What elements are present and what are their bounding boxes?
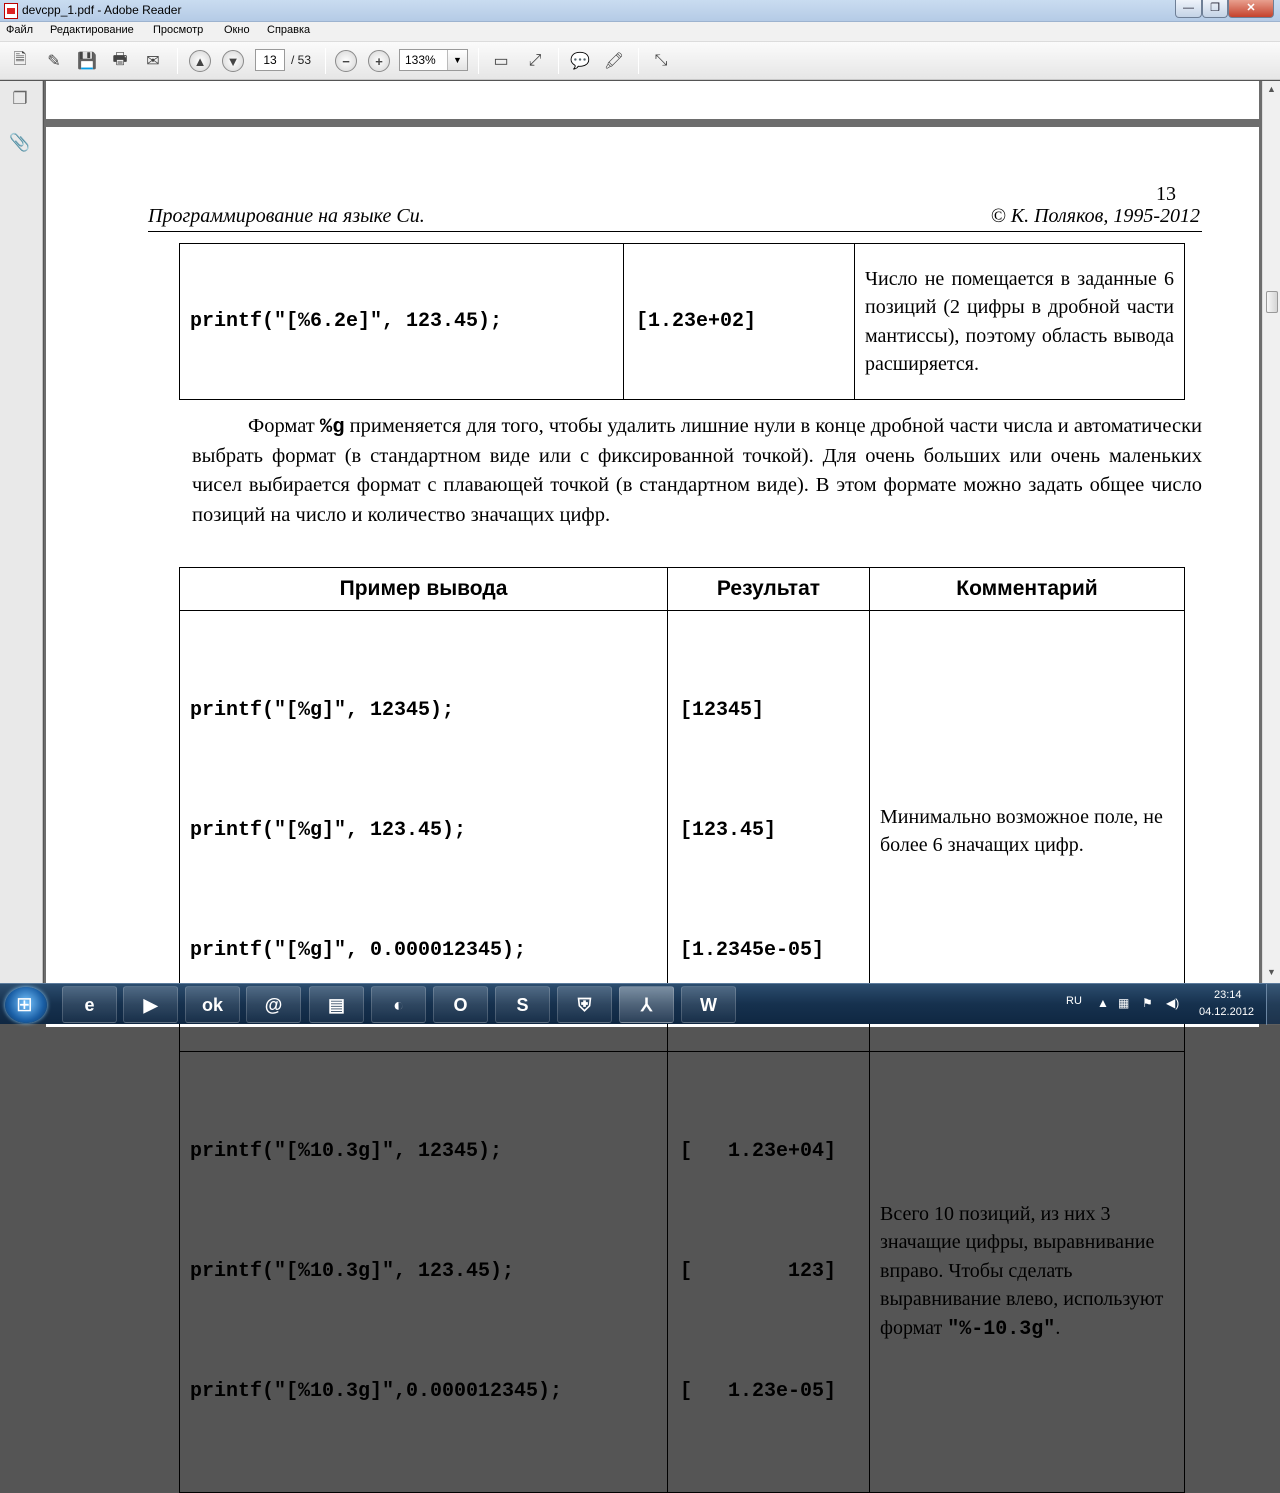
minimize-button[interactable]: —: [1175, 0, 1202, 18]
toolbar: [0, 42, 1280, 80]
inline-code: %g: [319, 416, 345, 439]
next-page-icon[interactable]: ▼: [222, 50, 244, 72]
menu-help[interactable]: Справка: [267, 24, 311, 36]
word-icon[interactable]: W: [681, 986, 736, 1023]
navigation-panel: [0, 81, 43, 983]
paragraph-text: применяется для того, чтобы удалить лишние нули в конце дробной части числа и автоматически выбрать формат (в стандартном виде или с фиксированной точкой). Для очень больших или очень маленьких чисел выбирается формат с плавающей точкой (в стандартном виде). В этом формате можно задать общее число позиций на число и количество значащих цифр.: [192, 415, 1203, 526]
toolbar-separator: [558, 48, 559, 74]
window-title: devcpp_1.pdf - Adobe Reader: [22, 3, 182, 17]
previous-page-icon[interactable]: ▲: [189, 50, 211, 72]
taskbar: [0, 983, 1280, 1024]
network-icon[interactable]: ▦: [1118, 996, 1130, 1010]
chevron-down-icon[interactable]: ▼: [447, 50, 467, 70]
result-cell: [668, 1052, 870, 1493]
start-button[interactable]: [5, 987, 47, 1023]
code-line: printf("[%10.3g]", 12345);: [190, 1140, 503, 1163]
inline-code: "%-10.3g": [947, 1317, 1056, 1341]
header-rule: [148, 231, 1202, 232]
code-line: printf("[%g]", 12345);: [190, 699, 455, 722]
column-header: Результат: [668, 568, 870, 611]
scrollbar-thumb[interactable]: [1266, 291, 1278, 313]
close-button[interactable]: ✕: [1228, 0, 1274, 18]
zoom-out-icon[interactable]: −: [335, 50, 357, 72]
create-pdf-icon[interactable]: 🗎: [13, 50, 27, 68]
code-cell: printf("[%6.2e]", 123.45);: [180, 244, 624, 400]
odnoklassniki-icon[interactable]: ok: [185, 986, 240, 1023]
scroll-up-icon[interactable]: ▲: [1267, 84, 1276, 94]
format-table-e: [179, 243, 1185, 400]
body-paragraph: [192, 412, 1202, 530]
highlight-icon[interactable]: 🖍: [603, 53, 625, 70]
toolbar-separator: [177, 48, 178, 74]
comment-text-end: .: [1055, 1316, 1061, 1339]
toolbar-separator: [478, 48, 479, 74]
scroll-down-icon[interactable]: ▼: [1267, 967, 1276, 977]
running-header-author: © К. Поляков, 1995-2012: [990, 205, 1200, 227]
paragraph-text: Формат: [248, 415, 315, 437]
code-line: printf("[%g]", 0.000012345);: [190, 939, 527, 962]
result-line: [ 123]: [680, 1260, 837, 1283]
fit-page-icon[interactable]: ▭: [493, 53, 509, 70]
code-cell: [180, 1052, 668, 1493]
code-line: printf("[%g]", 123.45);: [190, 819, 467, 842]
edit-document-icon[interactable]: ✎: [47, 53, 61, 70]
result-line: [1.2345e-05]: [680, 939, 825, 962]
attachments-icon[interactable]: 📎: [9, 133, 31, 152]
media-player-icon[interactable]: ▶: [123, 986, 178, 1023]
zoom-value: 133%: [405, 53, 436, 67]
page-number-input[interactable]: [255, 49, 285, 71]
vertical-scrollbar[interactable]: [1262, 81, 1280, 983]
result-cell: [1.23e+02]: [624, 244, 855, 400]
toolbar-separator: [638, 48, 639, 74]
fullscreen-icon[interactable]: ⤡: [654, 52, 668, 69]
app-green-icon[interactable]: ◐: [371, 986, 426, 1023]
pdf-app-icon: [4, 3, 18, 19]
file-explorer-icon[interactable]: ▤: [309, 986, 364, 1023]
internet-explorer-icon[interactable]: e: [62, 986, 117, 1023]
save-icon[interactable]: 💾: [77, 53, 97, 70]
comment-cell: Число не помещается в заданные 6 позиций (2 цифры в дробной части мантиссы), поэтому область вывода расширяется.: [855, 244, 1185, 400]
adobe-reader-icon[interactable]: ⅄: [619, 986, 674, 1023]
clock-time[interactable]: 23:14: [1214, 989, 1242, 1001]
pdf-page: [46, 127, 1259, 1403]
format-table-g: [179, 567, 1185, 1493]
email-icon[interactable]: ✉: [146, 53, 160, 70]
code-line: printf("[%10.3g]", 123.45);: [190, 1260, 515, 1283]
maximize-button[interactable]: ❐: [1202, 0, 1228, 18]
code-line: printf("[%10.3g]",0.000012345);: [190, 1380, 563, 1403]
column-header: Пример вывода: [180, 568, 668, 611]
page-number: 13: [1156, 183, 1176, 205]
result-line: [12345]: [680, 699, 765, 722]
show-desktop-button[interactable]: [1266, 984, 1280, 1025]
menu-file[interactable]: Файл: [6, 24, 34, 36]
previous-page: [46, 81, 1259, 119]
comment-text: Всего 10 позиций, из них 3 значащие цифры, выравнивание вправо. Чтобы сделать выравнивание влево, используют формат: [880, 1202, 1164, 1339]
result-line: [123.45]: [680, 819, 777, 842]
zoom-select[interactable]: [399, 49, 468, 71]
mail-agent-icon[interactable]: @: [246, 986, 301, 1023]
column-header: Комментарий: [870, 568, 1185, 611]
menu-window[interactable]: Окно: [224, 24, 250, 36]
menu-edit[interactable]: Редактирование: [50, 24, 134, 36]
menu-bar: [0, 22, 1280, 42]
print-icon[interactable]: 🖶: [112, 50, 128, 68]
result-line: [ 1.23e+04]: [680, 1140, 837, 1163]
volume-icon[interactable]: ◀): [1166, 996, 1180, 1010]
zoom-in-icon[interactable]: +: [368, 50, 390, 72]
skype-icon[interactable]: S: [495, 986, 550, 1023]
table-row: [180, 1052, 1185, 1493]
opera-icon[interactable]: O: [433, 986, 488, 1023]
running-header-title: Программирование на языке Си.: [148, 205, 425, 227]
page-total: / 53: [291, 53, 312, 67]
menu-view[interactable]: Просмотр: [153, 24, 204, 36]
title-bar: [0, 0, 1280, 22]
clock-date[interactable]: 04.12.2012: [1199, 1006, 1255, 1018]
action-center-icon[interactable]: ⚑: [1142, 996, 1153, 1010]
chevron-up-icon[interactable]: ▲: [1097, 996, 1109, 1010]
table-header-row: [180, 568, 1185, 611]
security-center-icon[interactable]: ⛨: [557, 986, 612, 1023]
comment-cell: Минимально возможное поле, не более 6 значащих цифр.: [870, 611, 1185, 1052]
pages-icon[interactable]: ❐: [12, 89, 28, 108]
table-row: [180, 244, 1185, 400]
comment-cell: [870, 1052, 1185, 1493]
language-indicator[interactable]: RU: [1066, 995, 1082, 1007]
fit-width-icon[interactable]: ⤢: [528, 52, 542, 69]
toolbar-separator: [325, 48, 326, 74]
result-line: [ 1.23e-05]: [680, 1380, 837, 1403]
comment-icon[interactable]: 💬: [570, 53, 590, 70]
